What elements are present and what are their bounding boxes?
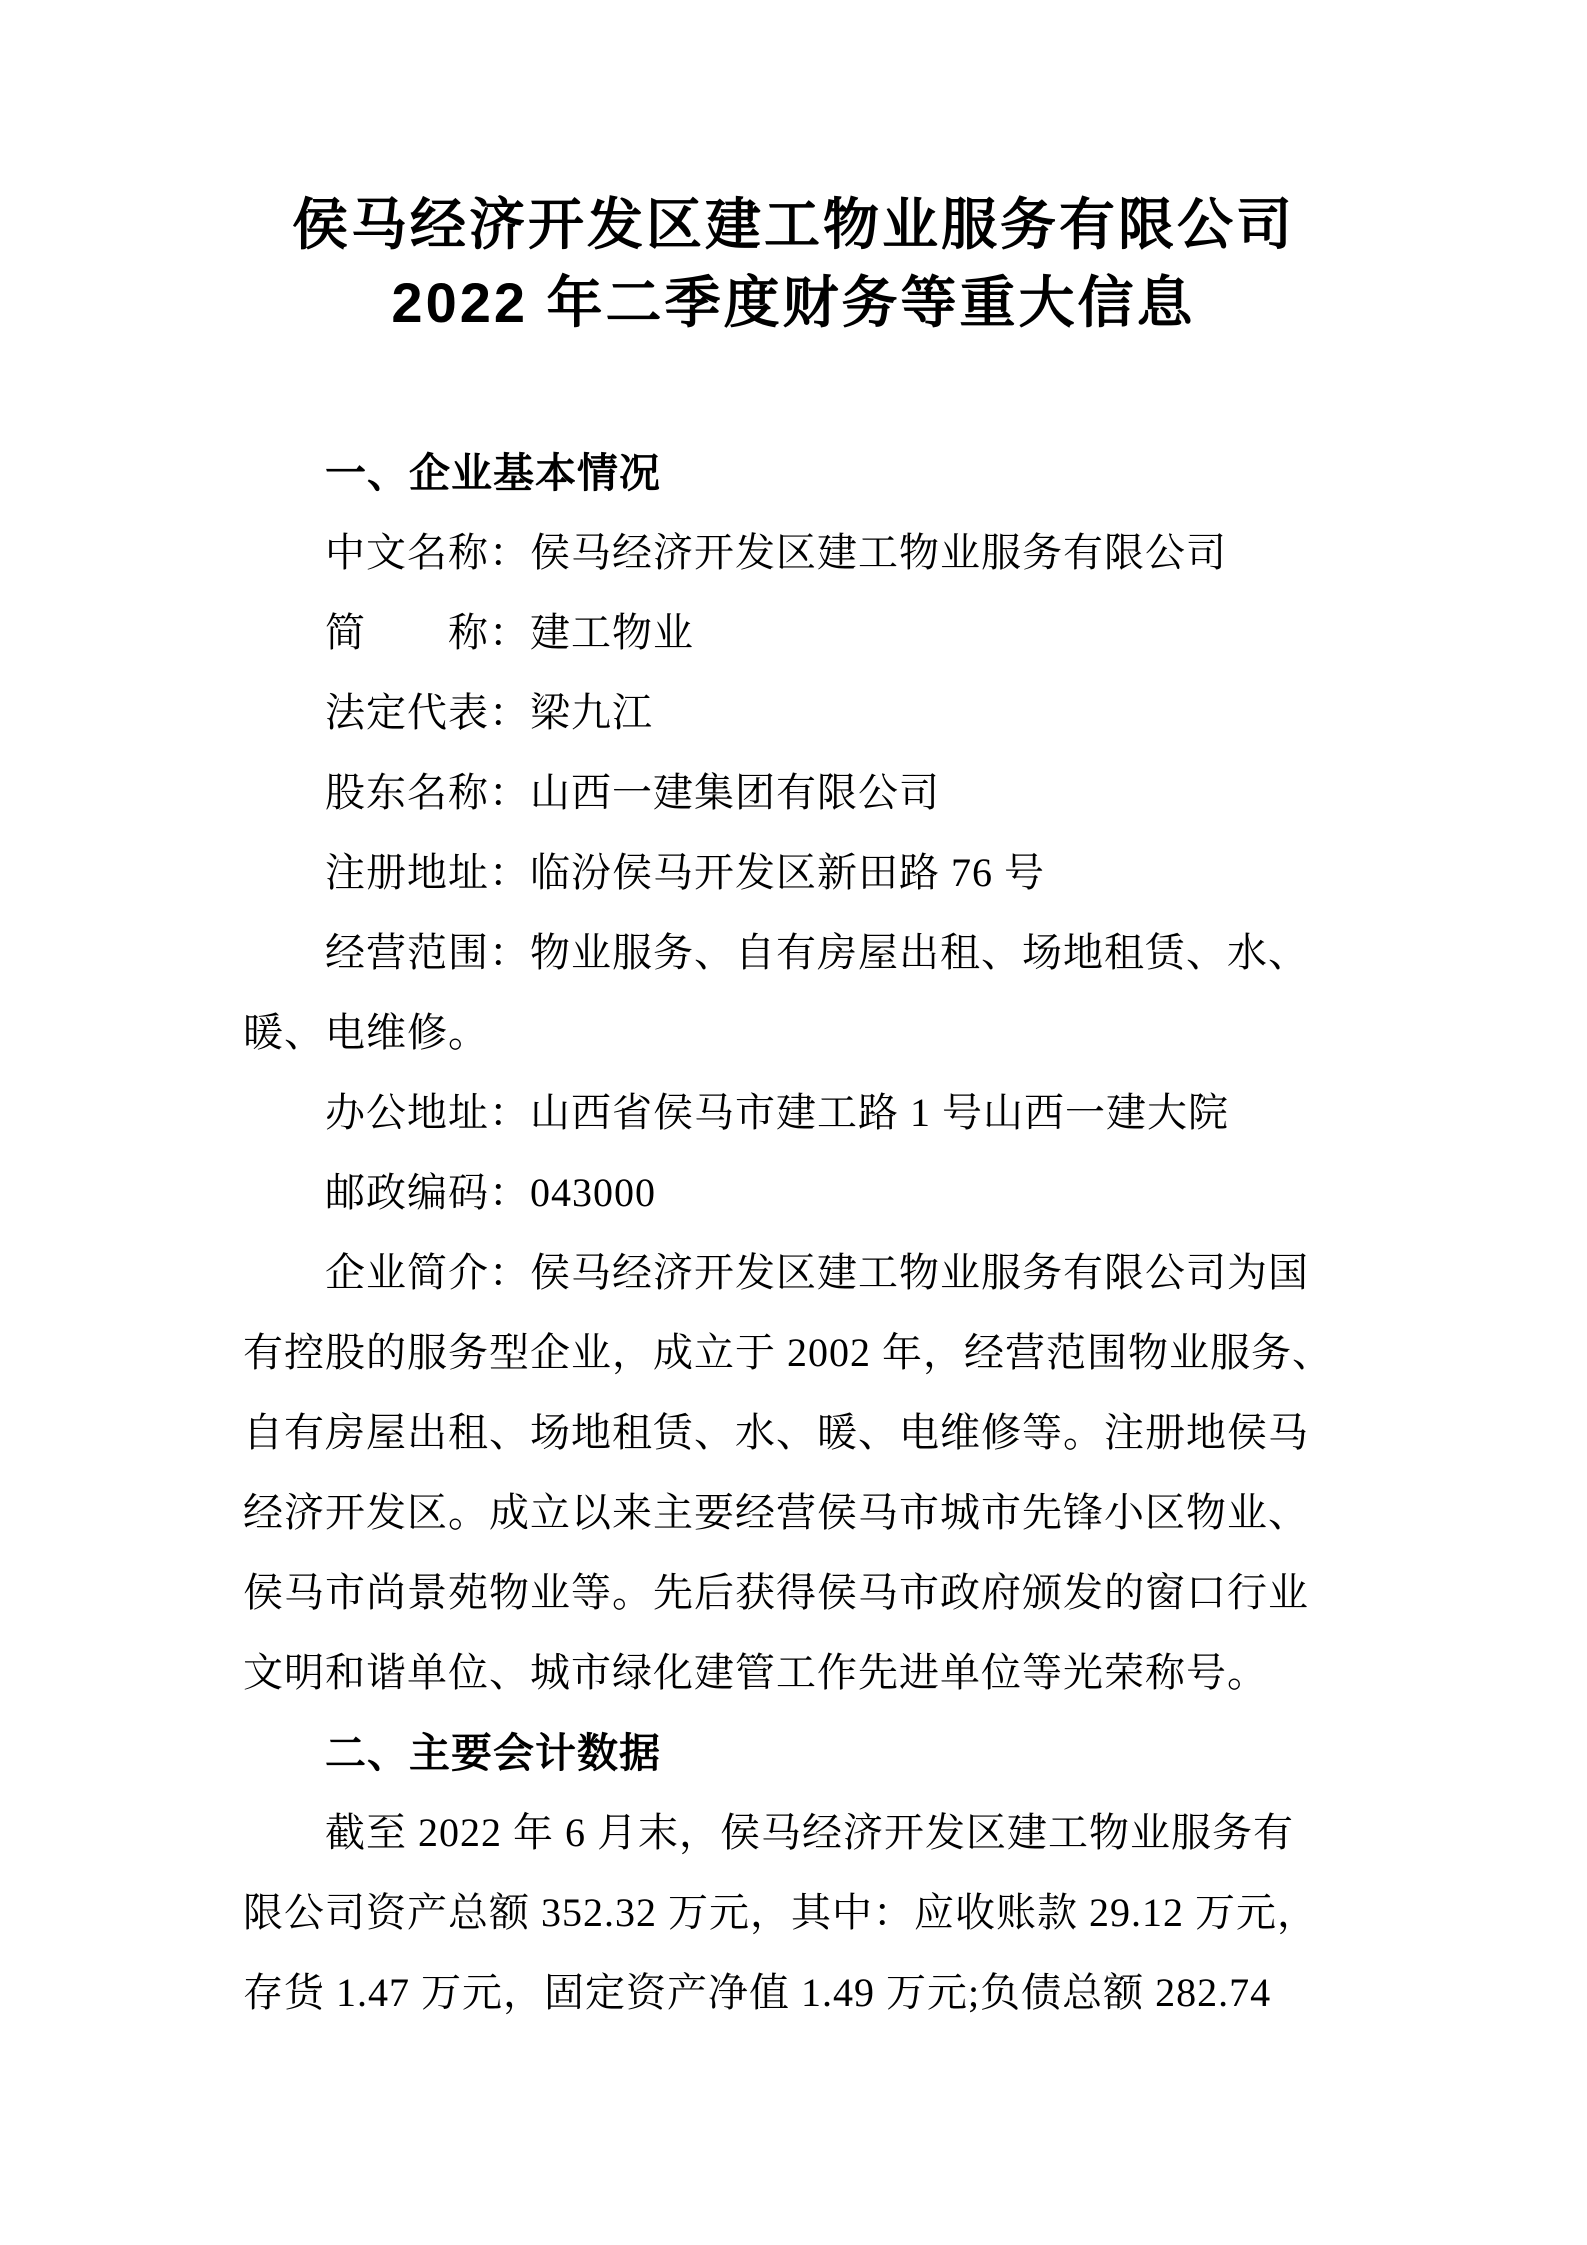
section-heading: 二、主要会计数据 — [325, 1730, 661, 1776]
document-body — [243, 433, 1373, 2033]
title-line-1: 侯马经济开发区建工物业服务有限公司 — [292, 193, 1295, 256]
body-text-line: 股东名称：山西一建集团有限公司 — [325, 770, 940, 815]
body-text-line: 自有房屋出租、场地租赁、水、暖、电维修等。注册地侯马 — [243, 1410, 1309, 1455]
body-text-line: 文明和谐单位、城市绿化建管工作先进单位等光荣称号。 — [243, 1650, 1268, 1695]
body-text-line: 法定代表：梁九江 — [325, 690, 653, 735]
body-text-line: 存货 1.47 万元，固定资产净值 1.49 万元;负债总额 282.74 — [243, 1970, 1272, 2015]
document-title — [90, 186, 1497, 342]
title-line-2: 2022 年二季度财务等重大信息 — [391, 271, 1196, 334]
body-text-line: 截至 2022 年 6 月末，侯马经济开发区建工物业服务有 — [325, 1810, 1294, 1855]
body-text-line: 注册地址：临汾侯马开发区新田路 76 号 — [325, 850, 1045, 895]
body-text-line: 办公地址：山西省侯马市建工路 1 号山西一建大院 — [325, 1090, 1229, 1135]
body-text-line: 经济开发区。成立以来主要经营侯马市城市先锋小区物业、 — [243, 1490, 1309, 1535]
body-text-line: 暖、电维修。 — [243, 1010, 489, 1055]
body-text-line: 简 称：建工物业 — [325, 610, 694, 655]
body-text-line: 有控股的服务型企业，成立于 2002 年，经营范围物业服务、 — [243, 1330, 1333, 1375]
body-text-line: 邮政编码：043000 — [325, 1170, 656, 1215]
body-text-line: 经营范围：物业服务、自有房屋出租、场地租赁、水、 — [325, 930, 1309, 975]
body-text-line: 侯马市尚景苑物业等。先后获得侯马市政府颁发的窗口行业 — [243, 1570, 1309, 1615]
body-text-line: 限公司资产总额 352.32 万元，其中：应收账款 29.12 万元， — [243, 1890, 1318, 1935]
body-text-line: 中文名称：侯马经济开发区建工物业服务有限公司 — [325, 530, 1227, 575]
section-heading: 一、企业基本情况 — [325, 450, 661, 496]
body-text-line: 企业简介：侯马经济开发区建工物业服务有限公司为国 — [325, 1250, 1309, 1295]
